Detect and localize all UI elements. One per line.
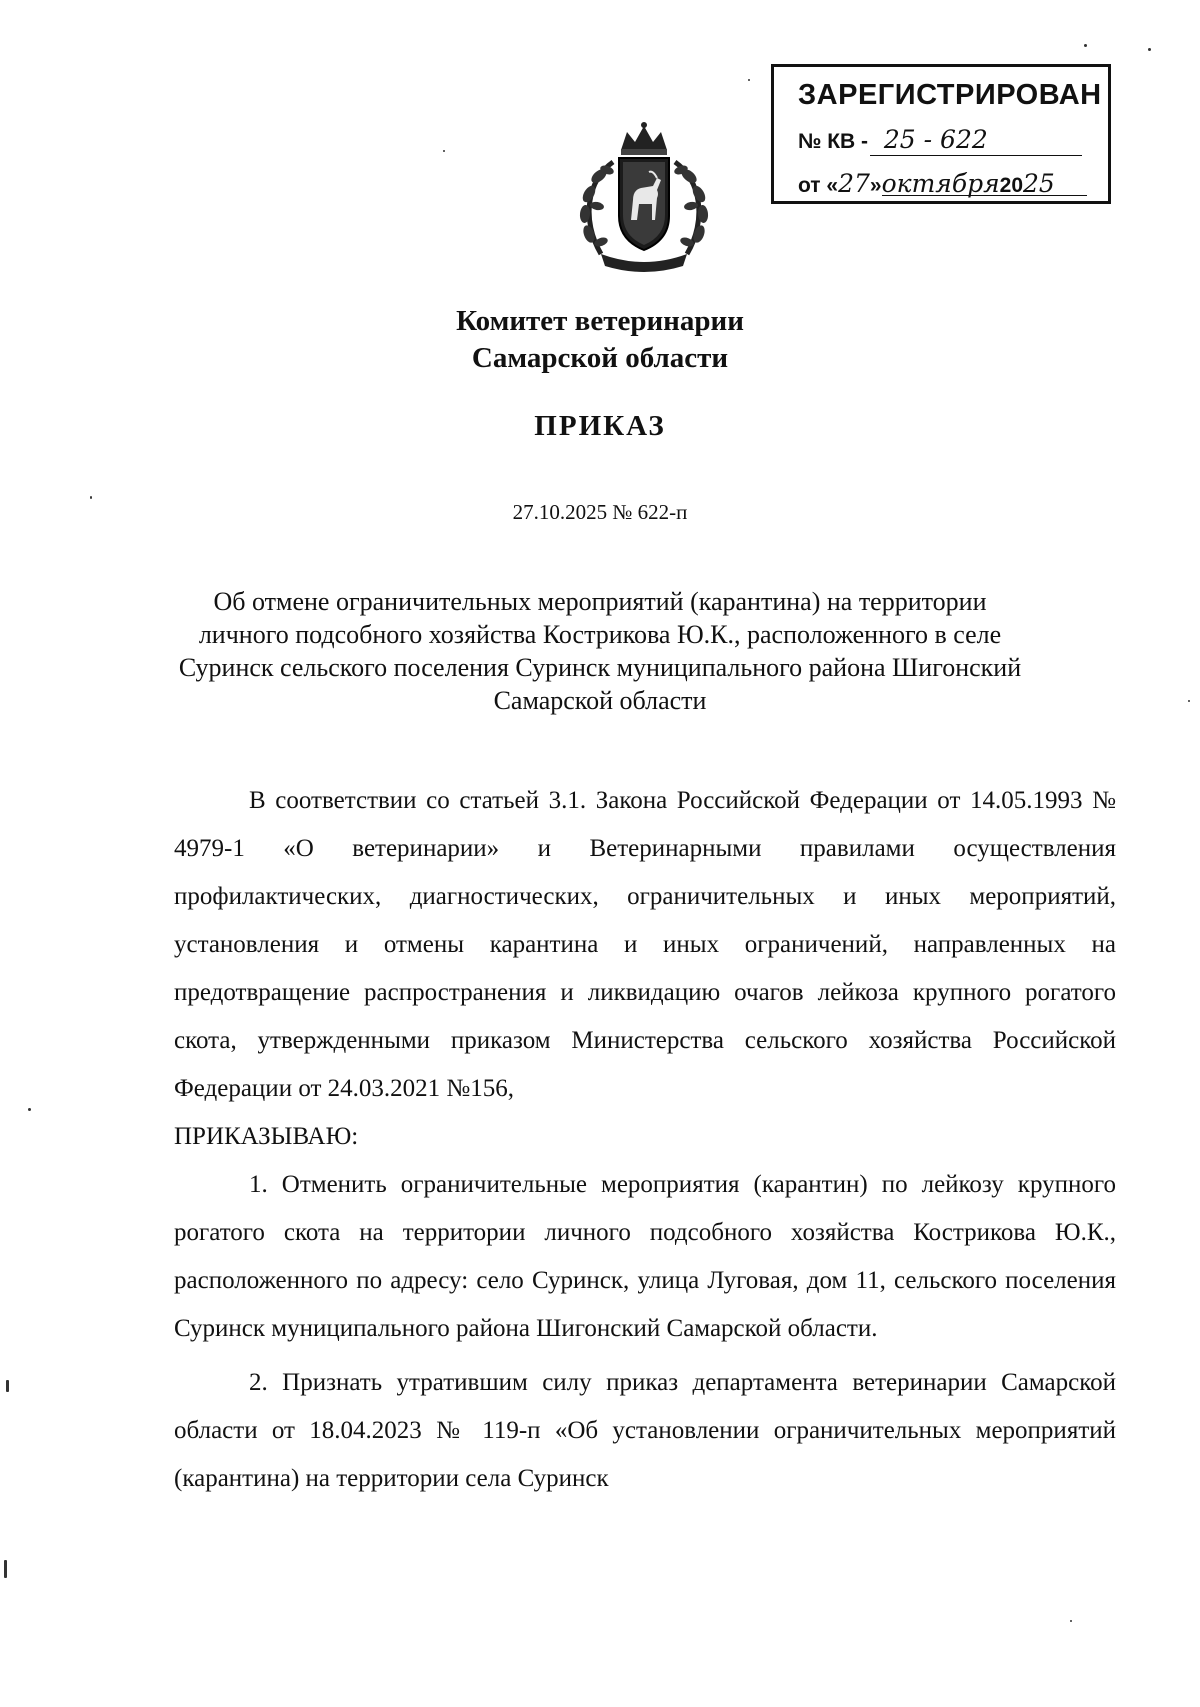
- stamp-month-handwritten: октября: [881, 169, 1000, 198]
- subject-line-3: Суринск сельского поселения Суринск муниципального района Шигонский: [178, 653, 1022, 682]
- stamp-number-underline: [870, 155, 1082, 156]
- order-item-1: 1. Отменить ограничительные мероприятия (карантин) по лейкозу крупного рогатого скота на территории личного подсобного хозяйства Кострикова Ю.К., расположенного по адресу: село Суринск, улица Луговая, дом 11, сельского поселения Суринск муниципального района Шигонский Самарской области.: [174, 1171, 1116, 1342]
- subject-line-2: личного подсобного хозяйства Кострикова Ю.К., расположенного в селе: [198, 620, 1002, 649]
- stamp-date-prefix: от «: [798, 174, 839, 197]
- stamp-title: ЗАРЕГИСТРИРОВАН: [798, 79, 1102, 111]
- stamp-year-handwritten: 25: [1023, 169, 1055, 198]
- subject-line-1: Об отмене ограничительных мероприятий (карантина) на территории: [213, 587, 987, 616]
- order-date-number: 27.10.2025 № 622-п: [512, 500, 688, 524]
- registration-stamp: [771, 64, 1111, 204]
- organization-name: [0, 303, 1200, 377]
- stamp-day-handwritten: 27: [838, 169, 870, 198]
- document-type: ПРИКАЗ: [534, 410, 666, 442]
- stamp-year-prefix: 20: [999, 174, 1024, 197]
- organization-line-2: Самарской области: [471, 342, 729, 374]
- stamp-date-underline: [882, 195, 1087, 196]
- stamp-date-mid: »: [869, 174, 882, 197]
- preamble-paragraph: В соответствии со статьей 3.1. Закона Российской Федерации от 14.05.1993 № 4979-1 «О ветеринарии» и Ветеринарными правилами осуществления профилактических, диагностических, ограничительных и иных мероприятий, установления и отмены карантина и иных ограничений, направленных на предотвращение распространения и ликвидацию очагов лейкоза крупного рогатого скота, утвержденными приказом Министерства сельского хозяйства Российской Федерации от 24.03.2021 №156,: [174, 787, 1116, 1102]
- subject-line-4: Самарской области: [493, 686, 707, 715]
- order-body: [174, 777, 1116, 1503]
- organization-line-1: Комитет ветеринарии: [456, 305, 744, 337]
- stamp-number-row: [798, 125, 988, 154]
- stamp-number-handwritten: 25 - 622: [883, 125, 988, 154]
- coat-of-arms-icon: [573, 120, 715, 274]
- order-word: ПРИКАЗЫВАЮ:: [174, 1123, 359, 1150]
- stamp-date-row: [798, 169, 1055, 198]
- stamp-number-prefix: № КВ -: [798, 130, 869, 153]
- order-subject: [0, 585, 1200, 717]
- order-item-2: 2. Признать утратившим силу приказ департамента ветеринарии Самарской области от 18.04.2023 № 119-п «Об установлении ограничительных мероприятий (карантина) на территории села Суринск: [174, 1369, 1116, 1492]
